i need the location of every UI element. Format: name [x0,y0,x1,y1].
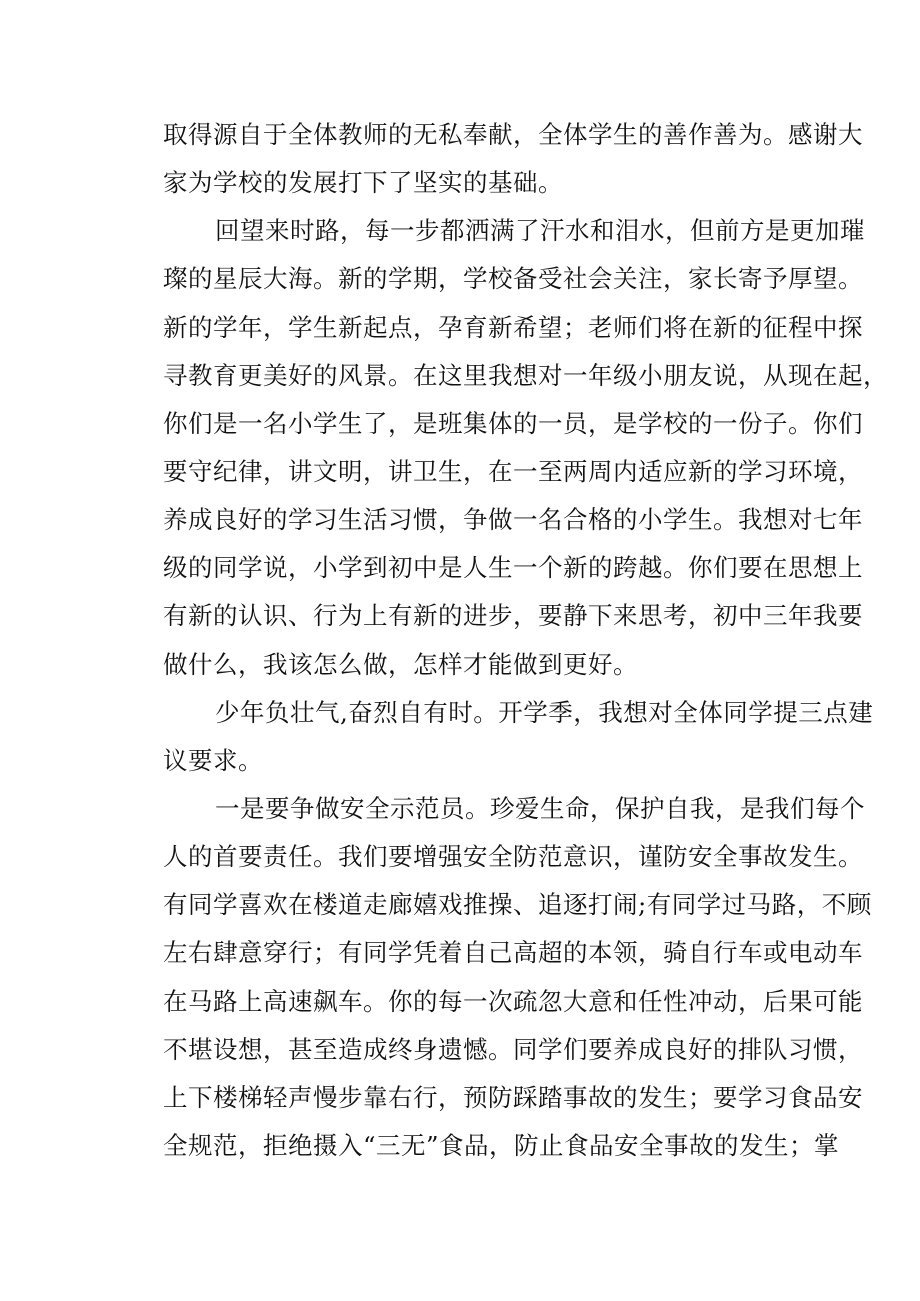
text-line: 议要求。 [163,745,263,775]
paragraph [163,207,888,688]
text-line: 家为学校的发展打下了坚实的基础。 [163,168,563,198]
text-line: 你们是一名小学生了，是班集体的一员，是学校的一份子。你们 [163,408,863,438]
paragraph [163,785,872,1170]
text-line: 一是要争做安全示范员。珍爱生命，保护自我，是我们每个 [215,793,865,823]
text-line: 璨的星辰大海。新的学期，学校备受社会关注，家长寄予厚望。 [163,264,863,294]
document-body [163,111,888,1170]
paragraph [163,689,874,785]
text-line: 人的首要责任。我们要增强安全防范意识，谨防安全事故发生。 [163,842,863,872]
text-line: 有新的认识、行为上有新的进步，要静下来思考，初中三年我要 [163,601,863,631]
text-line: 取得源自于全体教师的无私奉献，全体学生的善作善为。感谢大 [163,120,863,149]
text-line: 新的学年，学生新起点，孕育新希望；老师们将在新的征程中探 [163,312,863,342]
paragraph [163,111,863,207]
text-line: 要守纪律，讲文明，讲卫生，在一至两周内适应新的学习环境， [163,456,863,486]
text-line: 有同学喜欢在楼道走廊嬉戏推操、追逐打闹;有同学过马路，不顾 [163,890,872,920]
text-line: 全规范，拒绝摄入“三无”食品，防止食品安全事故的发生；掌 [163,1130,840,1160]
text-line: 在马路上高速飙车。你的每一次疏忽大意和任性冲动，后果可能 [163,986,863,1016]
text-line: 做什么，我该怎么做，怎样才能做到更好。 [163,649,638,679]
text-line: 养成良好的学习生活习惯，争做一名合格的小学生。我想对七年 [163,505,863,535]
text-line: 左右肆意穿行；有同学凭着自己高超的本领，骑自行车或电动车 [163,938,863,968]
text-line: 少年负壮气,奋烈自有时。开学季，我想对全体同学提三点建 [215,697,874,727]
text-line: 上下楼梯轻声慢步靠右行，预防踩踏事故的发生；要学习食品安 [163,1082,863,1112]
text-line: 寻教育更美好的风景。在这里我想对一年级小朋友说，从现在起， [163,360,888,390]
text-line: 回望来时路，每一步都洒满了汗水和泪水，但前方是更加璀 [215,216,865,246]
text-line: 级的同学说，小学到初中是人生一个新的跨越。你们要在思想上 [163,553,863,583]
text-line: 不堪设想，甚至造成终身遗憾。同学们要养成良好的排队习惯， [163,1034,863,1064]
